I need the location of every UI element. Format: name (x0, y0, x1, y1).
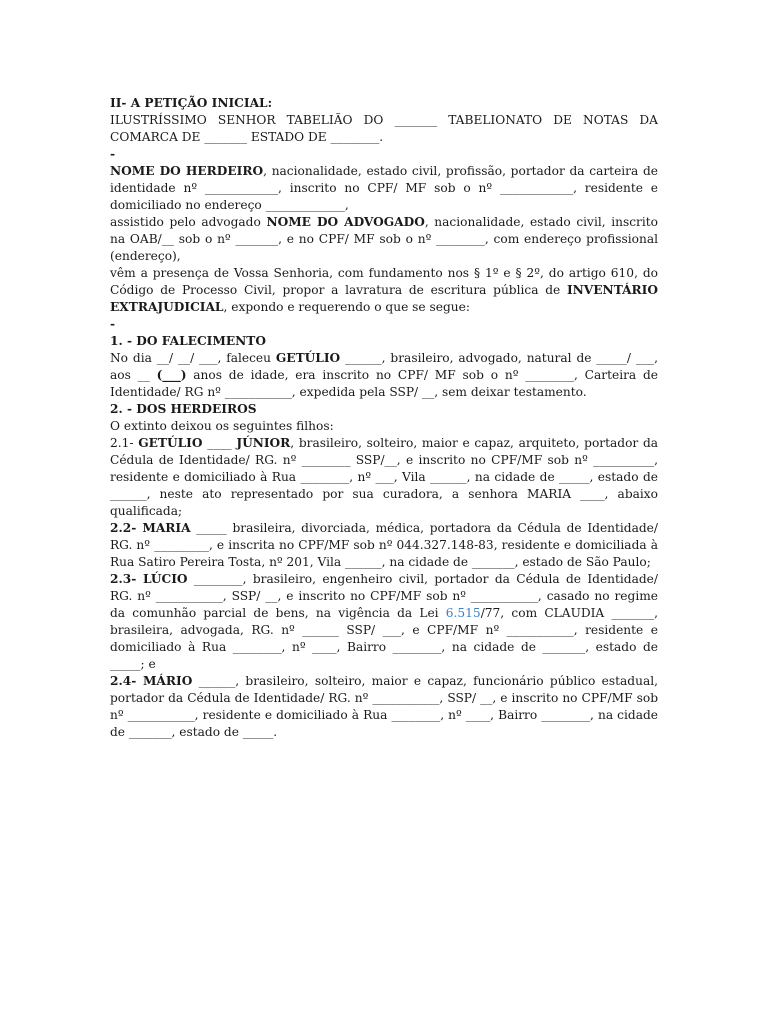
heir-4-text: ______, brasileiro, solteiro, maior e capaz, funcionário público estadual, portador da Cédula de Identidade/ RG. nº ___________, SSP/ __, e inscrito no CPF/MF sob nº ___________, residente e domiciliado à Rua ________, nº ____, Bairro ________, na cidade de _______, estado de _____. (110, 674, 658, 739)
age-blank: (___) (156, 368, 187, 382)
falecimento-pre: No dia __/ __/ ___, faleceu (110, 351, 276, 365)
advogado-pre: assistido pelo advogado (110, 215, 267, 229)
heir-2-text: _____ brasileira, divorciada, médica, portadora da Cédula de Identidade/ RG. nº _________, e inscrita no CPF/MF sob nº 044.327.148-83, residente e domiciliada à Rua Satiro Pereira Tosta, nº 201, Vila ______, na cidade de _______, estado de São Paulo; (110, 521, 658, 569)
herdeiro-name: NOME DO HERDEIRO (110, 164, 264, 178)
heir-1-number: 2.1- (110, 436, 139, 450)
herdeiro-paragraph (110, 163, 658, 214)
separator-dash-2: - (110, 317, 116, 331)
falecimento-text: anos de idade, era inscrito no CPF/ MF sob o nº ________, Carteira de Identidade/ RG nº ___________, expedida pela SSP/ __, sem deixar testamento. (110, 368, 658, 399)
heir-1-blank: ____ (202, 436, 237, 450)
advogado-text: , nacionalidade, estado civil, inscrito na OAB/__ sob o nº _______, e no CPF/ MF sob o nº ________, com endereço profissional (endereço), (110, 215, 659, 263)
falecimento-mid: ______, brasileiro, advogado, natural de _____/ ___, aos __ (110, 351, 658, 382)
heir-3-paragraph (110, 571, 658, 673)
heir-1-paragraph (110, 435, 658, 520)
request-paragraph (110, 265, 658, 316)
heir-2-paragraph (110, 520, 658, 571)
heir-1-text: , brasileiro, solteiro, maior e capaz, arquiteto, portador da Cédula de Identidade/ RG. nº ________ SSP/__, e inscrito no CPF/MF sob nº __________, residente e domiciliado à Rua ________, nº ___, Vila ______, na cidade de _____, estado de ______, neste ato representado por sua curadora, a senhora MARIA ____, abaixo qualificada; (110, 436, 659, 518)
law-link[interactable]: 6.515 (445, 606, 481, 620)
heir-4-name: 2.4- MÁRIO (110, 674, 193, 688)
separator-dash: - (110, 147, 116, 161)
heir-3-text: /77, com CLAUDIA _______, brasileira, advogada, RG. nº ______ SSP/ ___, e CPF/MF nº ___________, residente e domiciliado à Rua ________, nº ____, Bairro ________, na cidade de _______, estado de _____; e (110, 606, 658, 671)
heir-1-name: GETÚLIO (138, 436, 203, 450)
heir-3-pre: ________, brasileiro, engenheiro civil, portador da Cédula de Identidade/ RG. nº ___________, SSP/ __, e inscrito no CPF/MF sob nº ___________, casado no regime da comunhão parcial de bens, na vigência da Lei (110, 572, 658, 620)
request-bold: INVENTÁRIO EXTRAJUDICIAL (110, 283, 658, 314)
heir-2-name: 2.2- MARIA (110, 521, 191, 535)
advogado-name: NOME DO ADVOGADO (266, 215, 425, 229)
section2-title: 2. - DOS HERDEIROS (110, 402, 257, 416)
address-paragraph: ILUSTRÍSSIMO SENHOR TABELIÃO DO _______ TABELIONATO DE NOTAS DA COMARCA DE _______ ESTADO DE ________. (110, 113, 658, 144)
heirs-intro: O extinto deixou os seguintes filhos: (110, 419, 334, 433)
heir-4-paragraph (110, 673, 658, 741)
deceased-name: GETÚLIO (275, 351, 341, 365)
heir-3-name: 2.3- LÚCIO (110, 572, 188, 586)
heir-1-suffix: JÚNIOR (236, 436, 291, 450)
herdeiro-text: , nacionalidade, estado civil, profissão, portador da carteira de identidade nº ____________, inscrito no CPF/ MF sob o nº ____________, residente e domiciliado no endereço _____________, (110, 164, 658, 212)
document-body (110, 95, 658, 741)
request-pre: vêm a presença de Vossa Senhoria, com fundamento nos § 1º e § 2º, do artigo 610, do Código de Processo Civil, propor a lavratura de escritura pública de (110, 266, 658, 297)
falecimento-paragraph (110, 350, 658, 401)
section-heading: II- A PETIÇÃO INICIAL: (110, 96, 273, 110)
section1-title: 1. - DO FALECIMENTO (110, 334, 266, 348)
advogado-paragraph (110, 214, 658, 265)
request-text: , expondo e requerendo o que se segue: (223, 300, 470, 314)
